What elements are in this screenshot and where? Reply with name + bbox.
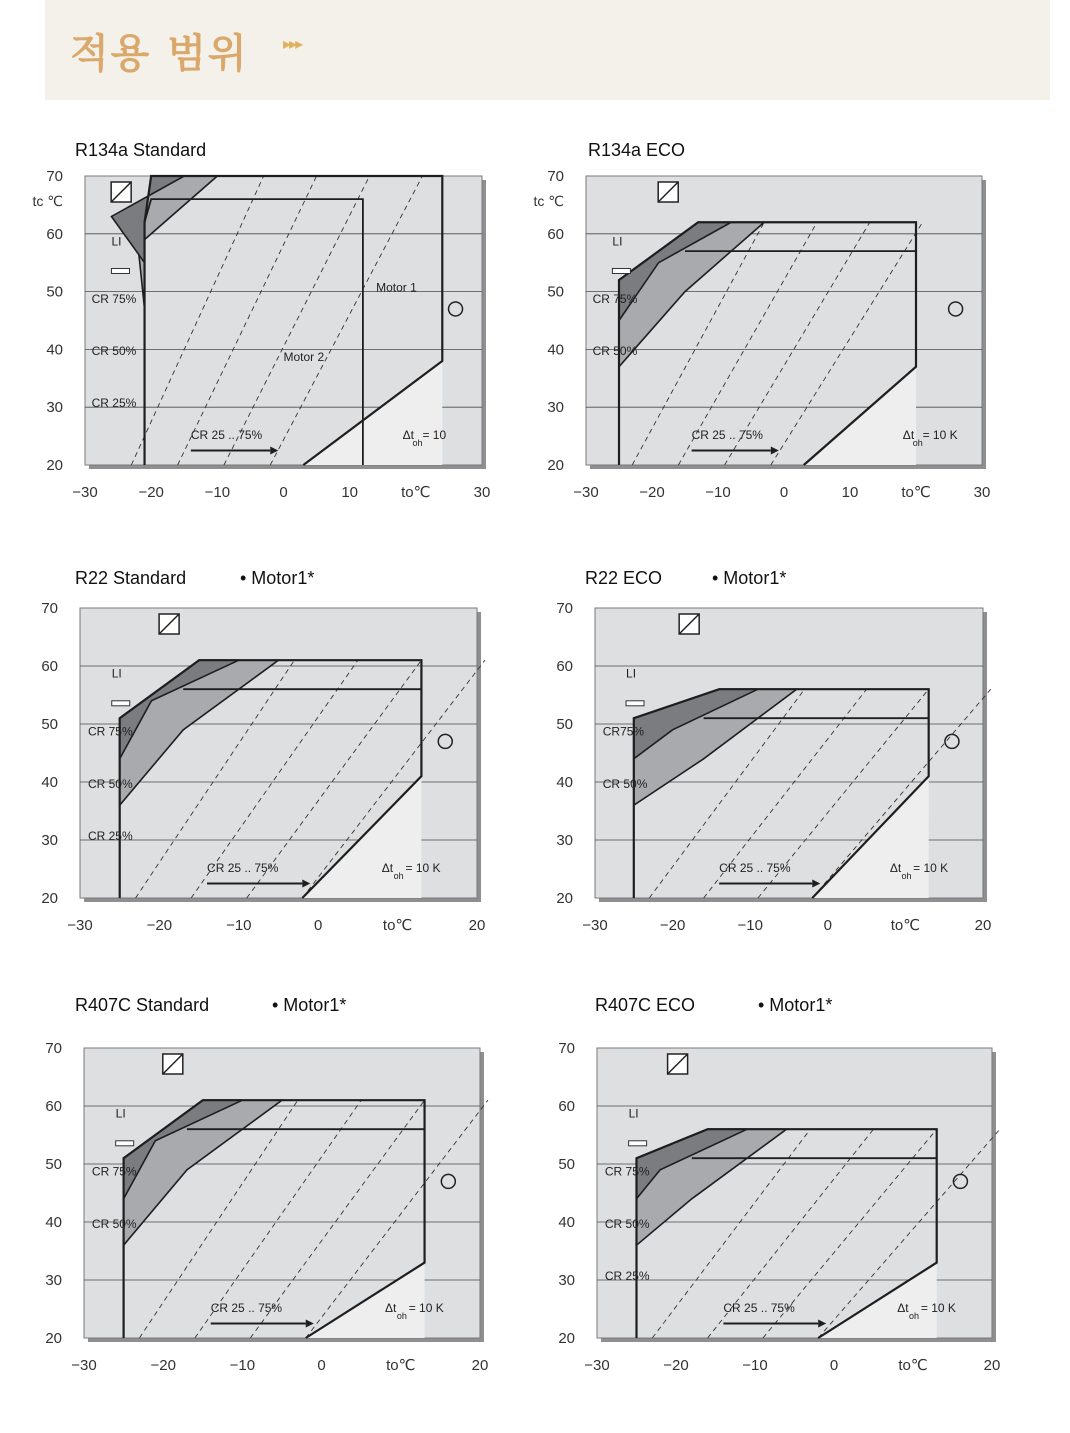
y-tick-label: 40 (41, 774, 58, 791)
y-tick-label: 70 (547, 168, 564, 185)
annotation-label: oh (412, 437, 423, 448)
y-tick-label: 30 (45, 1272, 62, 1289)
x-tick-label: −10 (742, 1357, 768, 1374)
x-tick-label: −10 (737, 917, 763, 934)
annotation-label: CR 25 .. 75% (190, 427, 263, 442)
x-tick-label: −20 (663, 1357, 689, 1374)
annotation-label: Δt (889, 860, 902, 875)
chart-subtitle: • Motor1* (240, 568, 315, 588)
chart-subtitle: • Motor1* (758, 995, 833, 1015)
x-tick-label: −30 (71, 1357, 97, 1374)
annotation-label: oh (912, 437, 923, 448)
x-tick-label: 0 (779, 484, 789, 501)
page-header (45, 0, 1050, 100)
annotation-label: CR 25 .. 75% (723, 1300, 795, 1315)
chart-svg (40, 995, 490, 1375)
annotation-label: LI (111, 666, 122, 681)
annotation-label: Δt (902, 427, 915, 442)
y-tick-label: 20 (41, 890, 58, 907)
y-tick-label: 60 (556, 658, 573, 675)
annotation-label: Δt (402, 427, 414, 442)
x-tick-label: −20 (138, 484, 164, 501)
chart-svg (550, 995, 1000, 1375)
y-tick-label: 50 (45, 1156, 62, 1173)
injector-icon (111, 268, 129, 273)
y-tick-label: 20 (45, 1330, 62, 1347)
chart-2 (533, 140, 991, 520)
x-tick-label: 0 (279, 484, 288, 501)
y-tick-label: 60 (558, 1098, 575, 1115)
annotation-label: = 10 (422, 427, 447, 442)
chart-5 (40, 995, 490, 1375)
y-tick-label: 40 (46, 341, 63, 359)
x-tick-label: −30 (573, 484, 599, 501)
x-tick-label: 20 (983, 1357, 1001, 1374)
annotation-label: LI (111, 234, 122, 249)
y-tick-label: 40 (556, 774, 573, 791)
y-tick-label: 30 (558, 1272, 575, 1289)
annotation-label: = 10 K (920, 1300, 956, 1315)
annotation-label: = 10 K (913, 860, 949, 875)
chart-title: R22 ECO (585, 568, 663, 588)
x-tick-label: −10 (226, 917, 252, 934)
annotation-label: Δt (381, 860, 394, 875)
annotation-label: LI (115, 1106, 126, 1121)
x-tick-label: to℃ (901, 484, 931, 501)
annotation-label: Δt (897, 1300, 909, 1315)
annotation-label: CR 50% (592, 344, 638, 359)
x-tick-label: −20 (146, 917, 173, 934)
y-tick-label: 50 (41, 716, 58, 733)
chart-4 (550, 568, 1000, 948)
annotation-label: LI (626, 666, 637, 681)
y-tick-label: 20 (46, 457, 63, 474)
annotation-label: Motor 2 (283, 349, 325, 364)
y-tick-label: 70 (558, 1040, 575, 1057)
annotation-label: CR 25% (604, 1269, 650, 1283)
annotation-label: oh (396, 1310, 407, 1321)
annotation-label: CR 75% (91, 292, 137, 307)
annotation-label: CR 75% (91, 1164, 137, 1179)
x-tick-label: −30 (582, 917, 608, 934)
annotation-label: CR 25 .. 75% (210, 1300, 283, 1315)
chart-title: R407C ECO (595, 995, 696, 1015)
annotation-label: CR 75% (604, 1164, 650, 1179)
annotation-label: CR 50% (91, 344, 137, 359)
annotation-label: CR 50% (87, 776, 133, 791)
annotation-label: CR 25 .. 75% (691, 427, 763, 442)
x-tick-label: 30 (473, 484, 491, 501)
annotation-label: CR75% (602, 724, 645, 739)
annotation-label: CR 25 .. 75% (207, 860, 279, 875)
y-tick-label: 30 (547, 399, 564, 417)
annotation-label: CR 50% (604, 1216, 650, 1231)
annotation-label: LI (628, 1106, 639, 1121)
y-tick-label: 50 (556, 716, 573, 733)
y-tick-label: 70 (556, 600, 573, 617)
x-tick-label: to℃ (401, 484, 431, 501)
y-tick-label: 30 (41, 832, 58, 849)
y-axis-label: tc ℃ (32, 193, 63, 209)
annotation-label: oh (909, 1310, 920, 1321)
x-tick-label: to℃ (382, 917, 413, 934)
y-tick-label: 70 (41, 600, 58, 617)
x-tick-label: −20 (150, 1357, 176, 1374)
annotation-label: Motor 1 (376, 280, 417, 295)
chart-subtitle: • Motor1* (272, 995, 347, 1015)
injector-icon (112, 701, 130, 706)
y-axis-label: tc ℃ (533, 193, 564, 209)
annotation-label: CR 75% (87, 724, 133, 739)
annotation-label: = 10 K (408, 1300, 444, 1315)
y-tick-label: 50 (558, 1156, 575, 1173)
annotation-label: CR 50% (91, 1216, 137, 1231)
y-tick-label: 50 (547, 283, 564, 301)
x-tick-label: −30 (584, 1357, 610, 1374)
y-tick-label: 60 (45, 1098, 62, 1115)
injector-icon (626, 701, 644, 706)
annotation-label: Δt (384, 1300, 397, 1315)
chart-title: R22 Standard (75, 568, 187, 588)
chart-title: R407C Standard (75, 995, 210, 1015)
annotation-label: oh (393, 870, 404, 881)
x-tick-label: 10 (341, 484, 359, 501)
chart-6 (550, 995, 1000, 1375)
y-tick-label: 40 (558, 1214, 575, 1231)
annotation-label: CR 25 .. 75% (719, 860, 791, 875)
y-tick-label: 30 (46, 399, 63, 417)
x-tick-label: 0 (829, 1357, 839, 1374)
x-tick-label: −30 (72, 484, 98, 501)
x-tick-label: −10 (705, 484, 731, 501)
injector-icon (116, 1141, 134, 1146)
y-tick-label: 60 (41, 658, 58, 675)
annotation-label: CR 25% (91, 396, 137, 411)
x-tick-label: 10 (841, 484, 859, 501)
x-tick-label: 20 (468, 917, 486, 934)
y-tick-label: 70 (45, 1040, 62, 1057)
y-tick-label: 40 (45, 1214, 62, 1231)
injector-icon (629, 1141, 647, 1146)
x-tick-label: 0 (823, 917, 832, 934)
chart-title: R134a ECO (588, 140, 686, 160)
annotation-label: oh (901, 870, 912, 881)
annotation-label: CR 50% (602, 776, 648, 791)
y-tick-label: 70 (46, 168, 63, 185)
x-tick-label: −10 (204, 484, 231, 501)
chart-3 (40, 568, 490, 948)
annotation-label: = 10 K (405, 860, 441, 875)
x-tick-label: 20 (974, 917, 992, 934)
x-tick-label: −30 (67, 917, 93, 934)
x-tick-label: to℃ (386, 1357, 416, 1374)
chart-svg (32, 140, 491, 520)
chart-1 (32, 140, 491, 520)
x-tick-label: −10 (229, 1357, 256, 1374)
x-tick-label: −20 (639, 484, 665, 501)
x-tick-label: 30 (973, 484, 991, 501)
x-tick-label: 20 (471, 1357, 489, 1374)
x-tick-label: to℃ (890, 917, 921, 934)
chart-subtitle: • Motor1* (712, 568, 787, 588)
y-tick-label: 60 (46, 225, 63, 243)
injector-icon (612, 268, 630, 273)
x-tick-label: 0 (314, 917, 323, 934)
title-arrows-icon: ▸▸▸ (283, 36, 302, 53)
y-tick-label: 40 (547, 341, 564, 359)
x-tick-label: to℃ (898, 1357, 928, 1374)
y-tick-label: 20 (547, 457, 564, 474)
y-tick-label: 20 (558, 1330, 575, 1347)
annotation-label: CR 25% (87, 829, 133, 843)
x-tick-label: 0 (317, 1357, 326, 1374)
y-tick-label: 50 (46, 283, 63, 301)
y-tick-label: 20 (556, 890, 573, 907)
chart-svg (40, 568, 490, 948)
x-tick-label: −20 (659, 917, 686, 934)
page-title: 적용 범위 (70, 31, 249, 77)
y-tick-label: 60 (547, 225, 564, 243)
annotation-label: = 10 K (922, 427, 958, 442)
annotation-label: CR 75% (592, 292, 638, 307)
annotation-label: LI (612, 234, 623, 249)
y-tick-label: 30 (556, 832, 573, 849)
chart-title: R134a Standard (75, 140, 207, 160)
chart-svg (550, 568, 1000, 948)
chart-svg (533, 140, 991, 520)
